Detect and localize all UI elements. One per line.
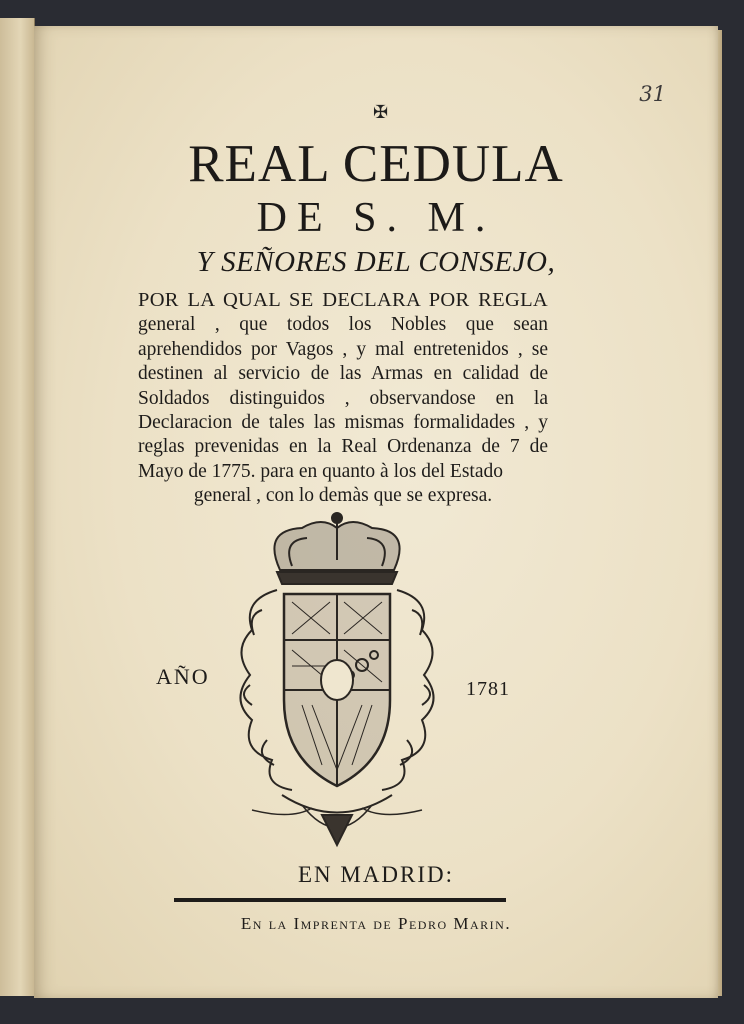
facing-page-edge <box>0 18 35 996</box>
year-label: AÑO <box>156 664 210 689</box>
year-value: 1781 <box>466 678 510 700</box>
body-last-line: general , con lo demàs que se expresa. <box>193 485 493 507</box>
cross-fleury-icon: ✠ <box>373 102 389 123</box>
royal-coat-of-arms-icon <box>222 510 452 850</box>
imprint-printer: En la Imprenta de Pedro Marin. <box>240 914 512 933</box>
body-paragraph <box>138 288 548 509</box>
document-page <box>34 26 718 998</box>
title-line-1: REAL CEDULA <box>188 135 564 193</box>
imprint-rule <box>174 898 506 902</box>
imprint-city: EN MADRID: <box>297 862 455 887</box>
folio-number: 31 <box>639 82 666 106</box>
title-line-2: DE S. M. <box>256 195 496 241</box>
title-line-3: Y SEÑORES DEL CONSEJO, <box>196 246 556 278</box>
body-first-line: POR LA QUAL SE DECLARA POR REGLA <box>138 289 548 311</box>
body-rest: general , que todos los Nobles que sean aprehendidos por Vagos , y mal entretenidos , se destinen al servicio de las Armas en calidad de Soldados distinguidos , observandose en la Declaracion de tales las mismas formalidades , y reglas prevenidas en la Real Ordenanza de 7 de Mayo de 1775. para en quanto à los del Estado <box>138 314 548 482</box>
